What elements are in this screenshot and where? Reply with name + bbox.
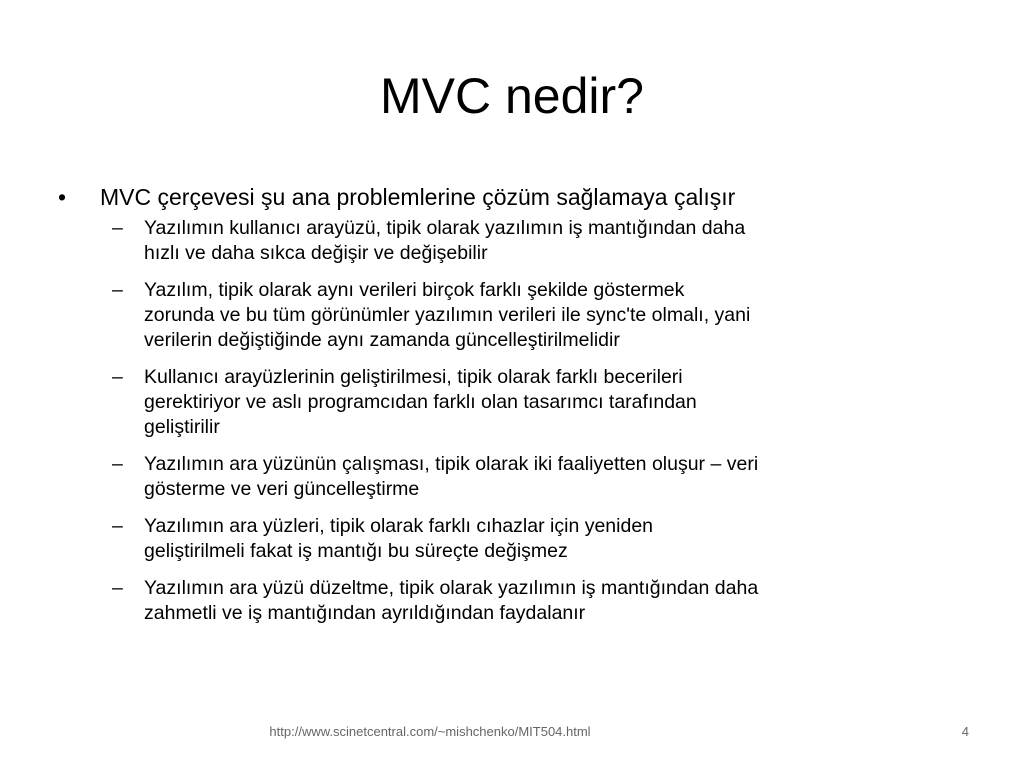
sub-bullet [112,576,978,626]
main-bullet [58,182,978,212]
page-number: 4 [961,724,969,739]
sub-bullet-list [58,216,978,626]
dash-icon: – [112,366,123,388]
sub-bullet-text: Yazılımın kullanıcı arayüzü, tipik olarak yazılımın iş mantığından daha hızlı ve daha sıkca değişir ve değişebilir [144,217,746,264]
dash-icon: – [112,217,123,239]
sub-bullet-text: Yazılımın ara yüzleri, tipik olarak farklı cıhazlar için yeniden geliştirilmeli fakat iş mantığı bu süreçte değişmez [144,515,654,562]
sub-bullet [112,514,978,564]
sub-bullet-text: Kullanıcı arayüzlerinin geliştirilmesi, tipik olarak farklı becerileri gerektiriyor ve aslı programcıdan farklı olan tasarımcı tarafından geliştirilir [144,366,697,438]
dash-icon: – [112,515,123,537]
slide-content [58,182,978,638]
dash-icon: – [112,279,123,301]
sub-bullet [112,452,978,502]
sub-bullet-text: Yazılımın ara yüzü düzeltme, tipik olarak yazılımın iş mantığından daha zahmetli ve iş mantığından ayrıldığından faydalanır [144,577,759,624]
slide-title: MVC nedir? [380,68,644,124]
sub-bullet-text: Yazılımın ara yüzünün çalışması, tipik olarak iki faaliyetten oluşur – veri gösterme ve veri güncelleştirme [144,453,759,500]
sub-bullet-text: Yazılım, tipik olarak aynı verileri birçok farklı şekilde göstermek zorunda ve bu tüm görünümler yazılımın verileri ile sync'te olmalı, yani verilerin değiştiğinde aynı zamanda güncelleştirilmelidir [144,279,751,351]
sub-bullet [112,278,978,353]
sub-bullet [112,216,978,266]
footer-url: http://www.scinetcentral.com/~mishchenko/MIT504.html [269,724,591,739]
sub-bullet [112,365,978,440]
dash-icon: – [112,577,123,599]
bullet-icon: • [58,184,67,210]
dash-icon: – [112,453,123,475]
main-bullet-text: MVC çerçevesi şu ana problemlerine çözüm sağlamaya çalışır [100,184,736,210]
